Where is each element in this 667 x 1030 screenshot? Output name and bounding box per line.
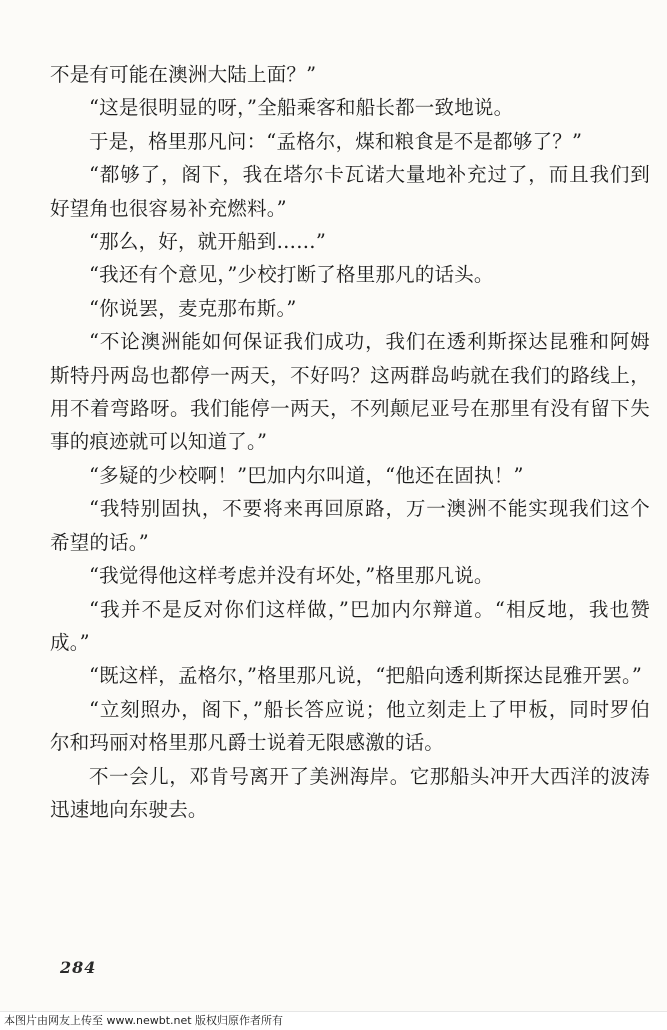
- paragraph-14: “立刻照办，阁下，”船长答应说；他立刻走上了甲板，同时罗伯尔和玛丽对格里那凡爵士说着无限感激的话。: [50, 697, 650, 755]
- page-number: 284: [60, 958, 97, 977]
- paragraph-15: 不一会儿，邓肯号离开了美洲海岸。它那船头冲开大西洋的波涛迅速地向东驶去。: [50, 764, 650, 821]
- paragraph-8: “不论澳洲能如何保证我们成功，我们在透利斯探达昆雅和阿姆斯特丹两岛也都停一两天，不好吗？这两群岛屿就在我们的路线上，用不着弯路呀。我们能停一两天，不列颠尼亚号在那里有没有留下失事的痕迹就可以知道了。”: [50, 330, 650, 454]
- watermark-text: 本图片由网友上传至 www.newbt.net 版权归原作者所有: [4, 1014, 284, 1027]
- paragraph-6: “我还有个意见，”少校打断了格里那凡的话头。: [89, 263, 494, 287]
- paragraph-3: 于是，格里那凡问：“孟格尔，煤和粮食是不是都够了？”: [89, 129, 583, 153]
- paragraph-12: “我并不是反对你们这样做，”巴加内尔辩道。“相反地，我也赞成。”: [50, 597, 650, 654]
- paragraph-11: “我觉得他这样考虑并没有坏处，”格里那凡说。: [89, 564, 494, 588]
- paragraph-7: “你说罢，麦克那布斯。”: [89, 296, 297, 320]
- paragraph-2: “这是很明显的呀，”全船乘客和船长都一致地说。: [89, 96, 514, 120]
- watermark-footer: [0, 1011, 667, 1030]
- paragraph-13: “既这样，孟格尔，”格里那凡说，“把船向透利斯探达昆雅开罢。”: [89, 664, 643, 688]
- body-text: [50, 58, 650, 826]
- paragraph-1: 不是有可能在澳洲大陆上面？”: [50, 63, 317, 86]
- paragraph-10: “我特别固执，不要将来再回原路，万一澳洲不能实现我们这个希望的话。”: [50, 497, 650, 554]
- paragraph-5: “那么，好，就开船到……”: [89, 230, 327, 254]
- paragraph-4: “都够了，阁下，我在塔尔卡瓦诺大量地补充过了，而且我们到好望角也很容易补充燃料。”: [50, 163, 650, 220]
- paragraph-9: “多疑的少校啊！”巴加内尔叫道，“他还在固执！”: [89, 463, 524, 487]
